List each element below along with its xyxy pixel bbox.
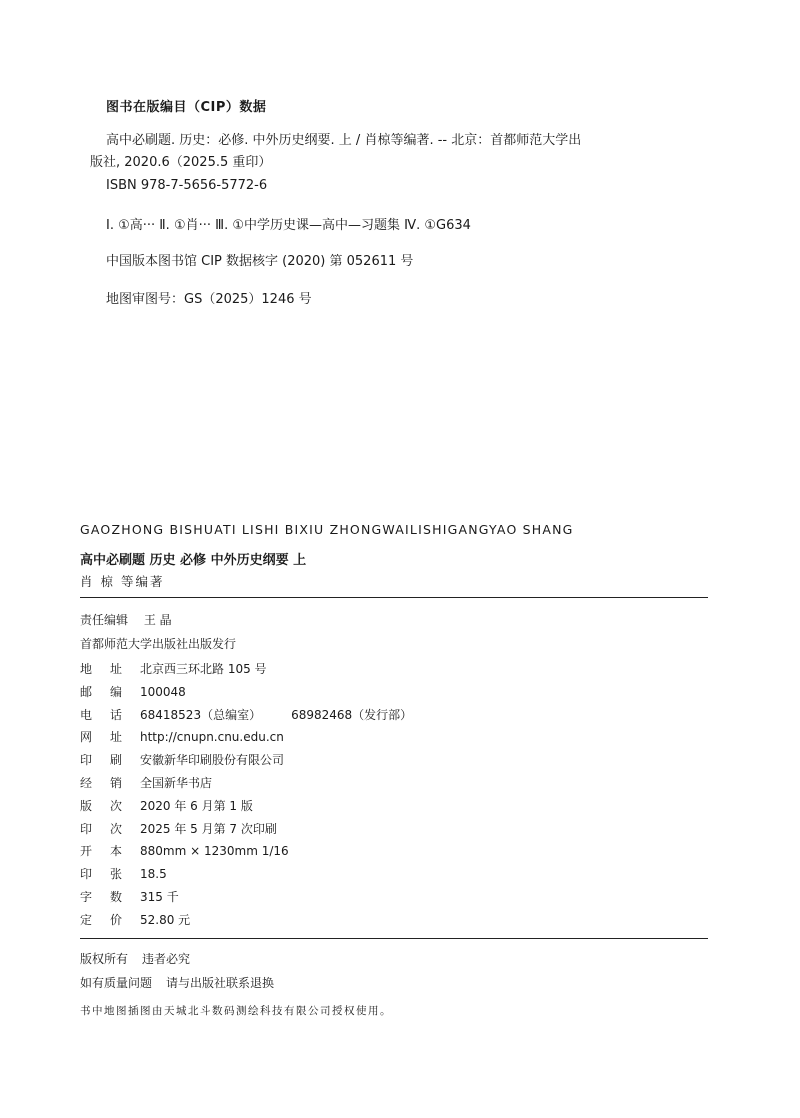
quality-label: 如有质量问题 — [80, 976, 153, 990]
info-label-char: 印 — [80, 753, 93, 768]
info-label-char: 经 — [80, 776, 93, 790]
info-label-char: 地 — [80, 662, 93, 676]
info-label — [80, 705, 140, 725]
info-row — [80, 705, 412, 725]
divider-bottom — [80, 938, 708, 939]
info-value-secondary: 68982468（发行部） — [291, 707, 413, 722]
info-label-char: 定 — [80, 912, 93, 927]
cip-entry: 高中必刷题. 历史：必修. 中外历史纲要. 上 / 肖椋等编著. -- 北京：首都师范大学出版社, 2020.6（2025.5 重印） — [90, 133, 582, 170]
info-label-char: 数 — [110, 890, 123, 904]
info-label — [80, 796, 140, 816]
info-value: 北京西三环北路 105 号 — [140, 662, 267, 676]
info-label-char: 次 — [110, 798, 123, 813]
info-label — [80, 682, 140, 702]
info-label-char: 张 — [110, 867, 123, 882]
info-label — [80, 819, 140, 839]
info-label — [80, 864, 140, 884]
cip-record-number: 中国版本图书馆 CIP 数据核字 (2020) 第 052611 号 — [106, 254, 414, 269]
info-label — [80, 841, 140, 861]
info-label — [80, 750, 140, 770]
info-label-char: 字 — [80, 890, 93, 904]
info-row — [80, 887, 179, 907]
info-value: 2025 年 5 月第 7 次印刷 — [140, 821, 277, 836]
info-value: 52.80 元 — [140, 912, 191, 927]
info-label-char: 话 — [110, 707, 123, 722]
info-label — [80, 887, 140, 907]
info-row — [80, 659, 267, 679]
info-row — [80, 864, 167, 884]
editor-value: 王 晶 — [143, 613, 172, 627]
info-label — [80, 910, 140, 930]
cip-classification: Ⅰ. ①高··· Ⅱ. ①肖··· Ⅲ. ①中学历史课—高中—习题集 Ⅳ. ①G634 — [106, 218, 471, 233]
pinyin-title: GAOZHONG BISHUATI LISHI BIXIU ZHONGWAILISHIGANGYAO SHANG — [80, 522, 574, 537]
isbn: ISBN 978-7-5656-5772-6 — [106, 178, 268, 193]
info-label — [80, 773, 140, 793]
info-label-char: 印 — [80, 867, 93, 882]
copyright-notice — [80, 950, 190, 967]
info-value: 18.5 — [140, 867, 167, 882]
info-label — [80, 727, 140, 747]
info-value: 2020 年 6 月第 1 版 — [140, 798, 253, 813]
quality-instruction: 请与出版社联系退换 — [166, 976, 275, 990]
info-label-char: 邮 — [80, 684, 93, 699]
info-label-char: 开 — [80, 844, 93, 859]
cip-heading: 图书在版编目（CIP）数据 — [106, 100, 267, 115]
info-row — [80, 727, 284, 747]
info-row — [80, 841, 289, 861]
info-label — [80, 659, 140, 679]
copyright-warning: 违者必究 — [142, 952, 191, 966]
info-label-char: 址 — [110, 730, 123, 745]
info-row — [80, 819, 277, 839]
info-value: 315 千 — [140, 890, 179, 904]
info-value: http://cnupn.cnu.edu.cn — [140, 730, 284, 745]
info-label-char: 版 — [80, 798, 93, 813]
publisher-line: 首都师范大学出版社出版发行 — [80, 637, 237, 651]
info-label-char: 价 — [110, 912, 123, 927]
info-label-char: 电 — [80, 707, 93, 722]
info-label-char: 销 — [110, 776, 123, 790]
quality-notice — [80, 974, 274, 991]
info-value: 安徽新华印刷股份有限公司 — [140, 753, 285, 768]
info-label-char: 网 — [80, 730, 93, 745]
info-row — [80, 796, 253, 816]
map-review-number: 地图审图号：GS（2025）1246 号 — [106, 292, 312, 307]
info-label-char: 刷 — [110, 753, 123, 768]
info-value: 全国新华书店 — [140, 776, 213, 790]
map-authorization-note: 书中地图插图由天城北斗数码测绘科技有限公司授权使用。 — [80, 1005, 392, 1017]
chinese-title: 高中必刷题 历史 必修 中外历史纲要 上 — [80, 553, 307, 568]
info-value: 68418523（总编室） — [140, 707, 262, 722]
publisher-row — [80, 634, 236, 654]
divider-top — [80, 597, 708, 598]
info-value: 100048 — [140, 684, 186, 699]
info-label-char: 编 — [110, 684, 123, 699]
info-row — [80, 682, 186, 702]
editor-label: 责任编辑 — [80, 613, 129, 627]
author-line: 肖 椋 等编著 — [80, 574, 165, 589]
info-label-char: 址 — [110, 662, 123, 676]
info-value: 880mm × 1230mm 1/16 — [140, 844, 289, 859]
info-label-char: 次 — [110, 821, 123, 836]
editor-row — [80, 610, 172, 630]
info-row — [80, 910, 190, 930]
info-label-char: 印 — [80, 821, 93, 836]
info-row — [80, 773, 212, 793]
info-label-char: 本 — [110, 844, 123, 859]
copyright-label: 版权所有 — [80, 952, 129, 966]
info-row — [80, 750, 284, 770]
